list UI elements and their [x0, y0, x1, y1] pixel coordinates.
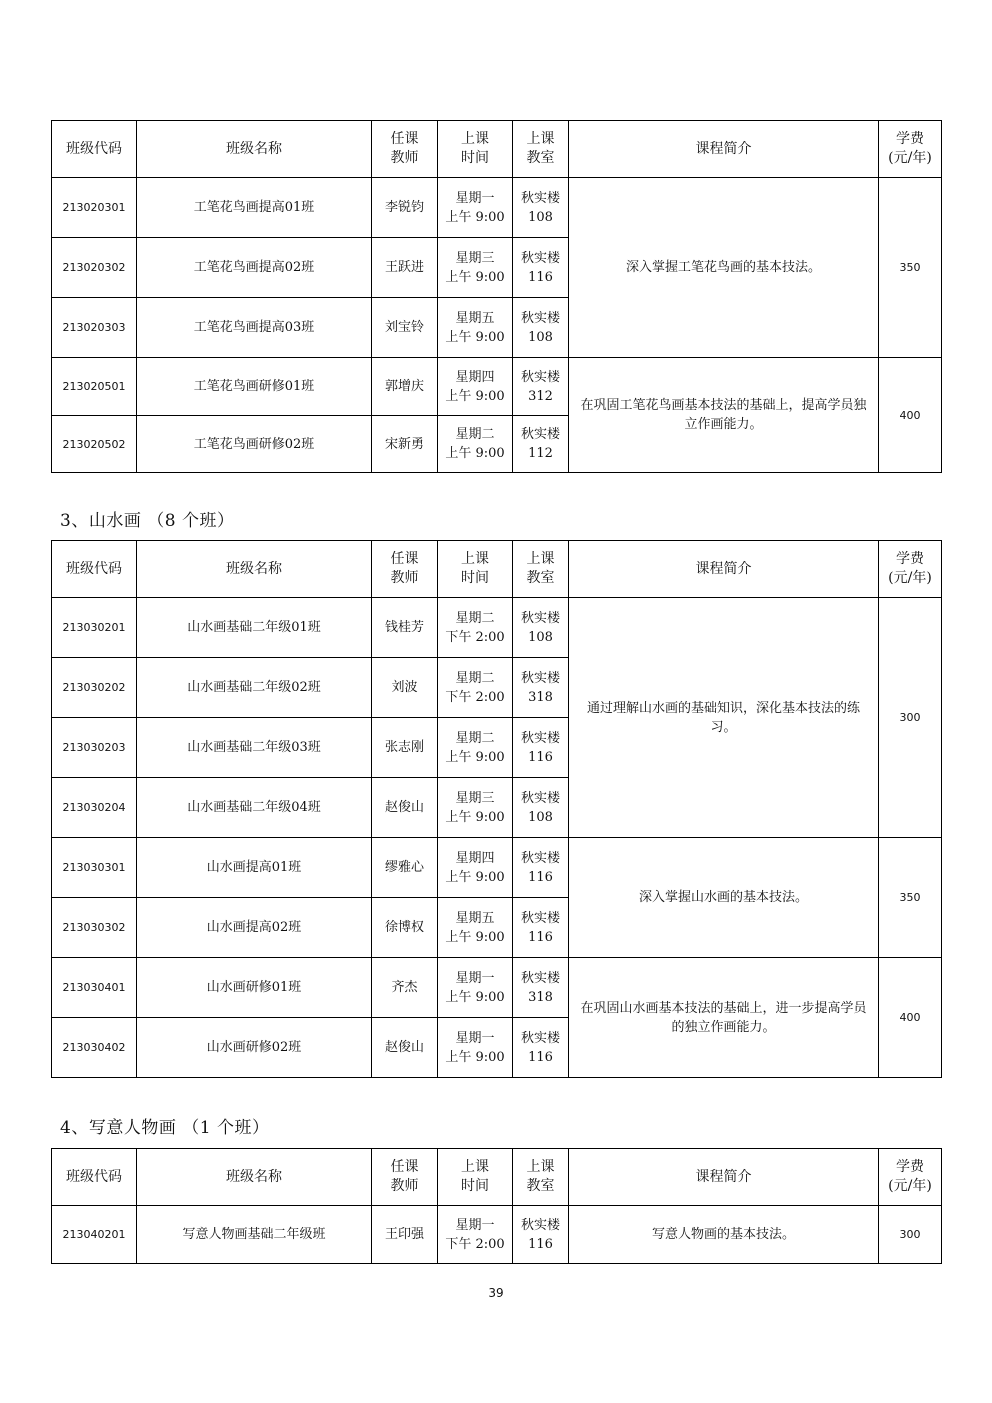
classroom: 秋实楼 108 — [513, 298, 569, 358]
table-row — [52, 958, 942, 1018]
class-code: 213030201 — [52, 598, 137, 658]
class-code: 213030402 — [52, 1018, 137, 1078]
teacher-name: 宋新勇 — [372, 416, 438, 473]
class-name: 山水画基础二年级04班 — [137, 778, 372, 838]
teacher-name: 齐杰 — [372, 958, 438, 1018]
classroom: 秋实楼 116 — [513, 1018, 569, 1078]
class-time: 星期一 上午 9:00 — [438, 1018, 513, 1078]
class-code: 213020302 — [52, 238, 137, 298]
header-description: 课程简介 — [569, 541, 879, 598]
header-room: 上课 教室 — [513, 121, 569, 178]
tuition-fee: 400 — [879, 358, 942, 473]
course-description: 在巩固工笔花鸟画基本技法的基础上，提高学员独立作画能力。 — [569, 358, 879, 473]
class-time: 星期三 上午 9:00 — [438, 238, 513, 298]
class-time: 星期五 上午 9:00 — [438, 298, 513, 358]
class-name: 山水画基础二年级01班 — [137, 598, 372, 658]
classroom: 秋实楼 116 — [513, 238, 569, 298]
class-name: 山水画研修02班 — [137, 1018, 372, 1078]
header-room: 上课 教室 — [513, 1149, 569, 1206]
course-description: 深入掌握工笔花鸟画的基本技法。 — [569, 178, 879, 358]
header-class-name: 班级名称 — [137, 121, 372, 178]
class-code: 213020502 — [52, 416, 137, 473]
header-class-name: 班级名称 — [137, 541, 372, 598]
header-teacher: 任课 教师 — [372, 541, 438, 598]
course-description: 写意人物画的基本技法。 — [569, 1206, 879, 1264]
course-table-xieyi-renwu — [51, 1148, 942, 1264]
classroom: 秋实楼 116 — [513, 1206, 569, 1264]
header-description: 课程简介 — [569, 1149, 879, 1206]
course-description: 通过理解山水画的基础知识，深化基本技法的练习。 — [569, 598, 879, 838]
class-name: 山水画提高01班 — [137, 838, 372, 898]
teacher-name: 徐博权 — [372, 898, 438, 958]
header-class-code: 班级代码 — [52, 1149, 137, 1206]
header-class-code: 班级代码 — [52, 541, 137, 598]
class-time: 星期四 上午 9:00 — [438, 358, 513, 416]
class-name: 工笔花鸟画提高01班 — [137, 178, 372, 238]
classroom: 秋实楼 108 — [513, 178, 569, 238]
teacher-name: 刘宝铃 — [372, 298, 438, 358]
class-code: 213030202 — [52, 658, 137, 718]
teacher-name: 郭增庆 — [372, 358, 438, 416]
header-fee: 学费 (元/年) — [879, 1149, 942, 1206]
teacher-name: 王印强 — [372, 1206, 438, 1264]
class-time: 星期二 下午 2:00 — [438, 658, 513, 718]
class-code: 213030204 — [52, 778, 137, 838]
course-table-shanshui — [51, 540, 942, 1078]
header-time: 上课 时间 — [438, 541, 513, 598]
class-time: 星期一 上午 9:00 — [438, 178, 513, 238]
class-name: 工笔花鸟画研修01班 — [137, 358, 372, 416]
class-name: 工笔花鸟画提高03班 — [137, 298, 372, 358]
table-row — [52, 178, 942, 238]
class-name: 工笔花鸟画研修02班 — [137, 416, 372, 473]
table-row — [52, 1206, 942, 1264]
header-row — [52, 1149, 942, 1206]
header-row — [52, 541, 942, 598]
header-teacher: 任课 教师 — [372, 121, 438, 178]
class-time: 星期四 上午 9:00 — [438, 838, 513, 898]
class-time: 星期三 上午 9:00 — [438, 778, 513, 838]
classroom: 秋实楼 318 — [513, 958, 569, 1018]
class-code: 213030203 — [52, 718, 137, 778]
class-name: 山水画研修01班 — [137, 958, 372, 1018]
class-time: 星期二 下午 2:00 — [438, 598, 513, 658]
tuition-fee: 350 — [879, 838, 942, 958]
teacher-name: 缪雅心 — [372, 838, 438, 898]
tuition-fee: 400 — [879, 958, 942, 1078]
class-code: 213030401 — [52, 958, 137, 1018]
classroom: 秋实楼 318 — [513, 658, 569, 718]
class-name: 山水画基础二年级02班 — [137, 658, 372, 718]
page-number: 39 — [488, 1286, 504, 1300]
class-code: 213020303 — [52, 298, 137, 358]
class-code: 213020501 — [52, 358, 137, 416]
section-title-shanshui: 3、山水画 （8 个班） — [60, 511, 235, 531]
class-time: 星期五 上午 9:00 — [438, 898, 513, 958]
section-title-xieyi-renwu: 4、写意人物画 （1 个班） — [60, 1118, 270, 1138]
header-time: 上课 时间 — [438, 1149, 513, 1206]
class-time: 星期二 上午 9:00 — [438, 416, 513, 473]
tuition-fee: 300 — [879, 1206, 942, 1264]
classroom: 秋实楼 116 — [513, 898, 569, 958]
class-name: 写意人物画基础二年级班 — [137, 1206, 372, 1264]
classroom: 秋实楼 108 — [513, 778, 569, 838]
class-time: 星期一 上午 9:00 — [438, 958, 513, 1018]
class-code: 213030302 — [52, 898, 137, 958]
teacher-name: 李锐钧 — [372, 178, 438, 238]
class-code: 213040201 — [52, 1206, 137, 1264]
header-time: 上课 时间 — [438, 121, 513, 178]
teacher-name: 刘波 — [372, 658, 438, 718]
class-name: 工笔花鸟画提高02班 — [137, 238, 372, 298]
teacher-name: 王跃进 — [372, 238, 438, 298]
teacher-name: 钱桂芳 — [372, 598, 438, 658]
classroom: 秋实楼 312 — [513, 358, 569, 416]
class-time: 星期二 上午 9:00 — [438, 718, 513, 778]
classroom: 秋实楼 116 — [513, 838, 569, 898]
classroom: 秋实楼 108 — [513, 598, 569, 658]
header-room: 上课 教室 — [513, 541, 569, 598]
tuition-fee: 350 — [879, 178, 942, 358]
classroom: 秋实楼 116 — [513, 718, 569, 778]
table-row — [52, 358, 942, 416]
header-teacher: 任课 教师 — [372, 1149, 438, 1206]
course-table-gongbi-huaniao — [51, 120, 942, 473]
tuition-fee: 300 — [879, 598, 942, 838]
teacher-name: 赵俊山 — [372, 778, 438, 838]
class-code: 213020301 — [52, 178, 137, 238]
course-description: 在巩固山水画基本技法的基础上，进一步提高学员的独立作画能力。 — [569, 958, 879, 1078]
table-row — [52, 838, 942, 898]
classroom: 秋实楼 112 — [513, 416, 569, 473]
header-class-code: 班级代码 — [52, 121, 137, 178]
header-fee: 学费 (元/年) — [879, 541, 942, 598]
class-name: 山水画基础二年级03班 — [137, 718, 372, 778]
course-description: 深入掌握山水画的基本技法。 — [569, 838, 879, 958]
header-fee: 学费 (元/年) — [879, 121, 942, 178]
header-row — [52, 121, 942, 178]
class-code: 213030301 — [52, 838, 137, 898]
class-time: 星期一 下午 2:00 — [438, 1206, 513, 1264]
header-description: 课程简介 — [569, 121, 879, 178]
teacher-name: 张志刚 — [372, 718, 438, 778]
class-name: 山水画提高02班 — [137, 898, 372, 958]
table-row — [52, 598, 942, 658]
header-class-name: 班级名称 — [137, 1149, 372, 1206]
teacher-name: 赵俊山 — [372, 1018, 438, 1078]
